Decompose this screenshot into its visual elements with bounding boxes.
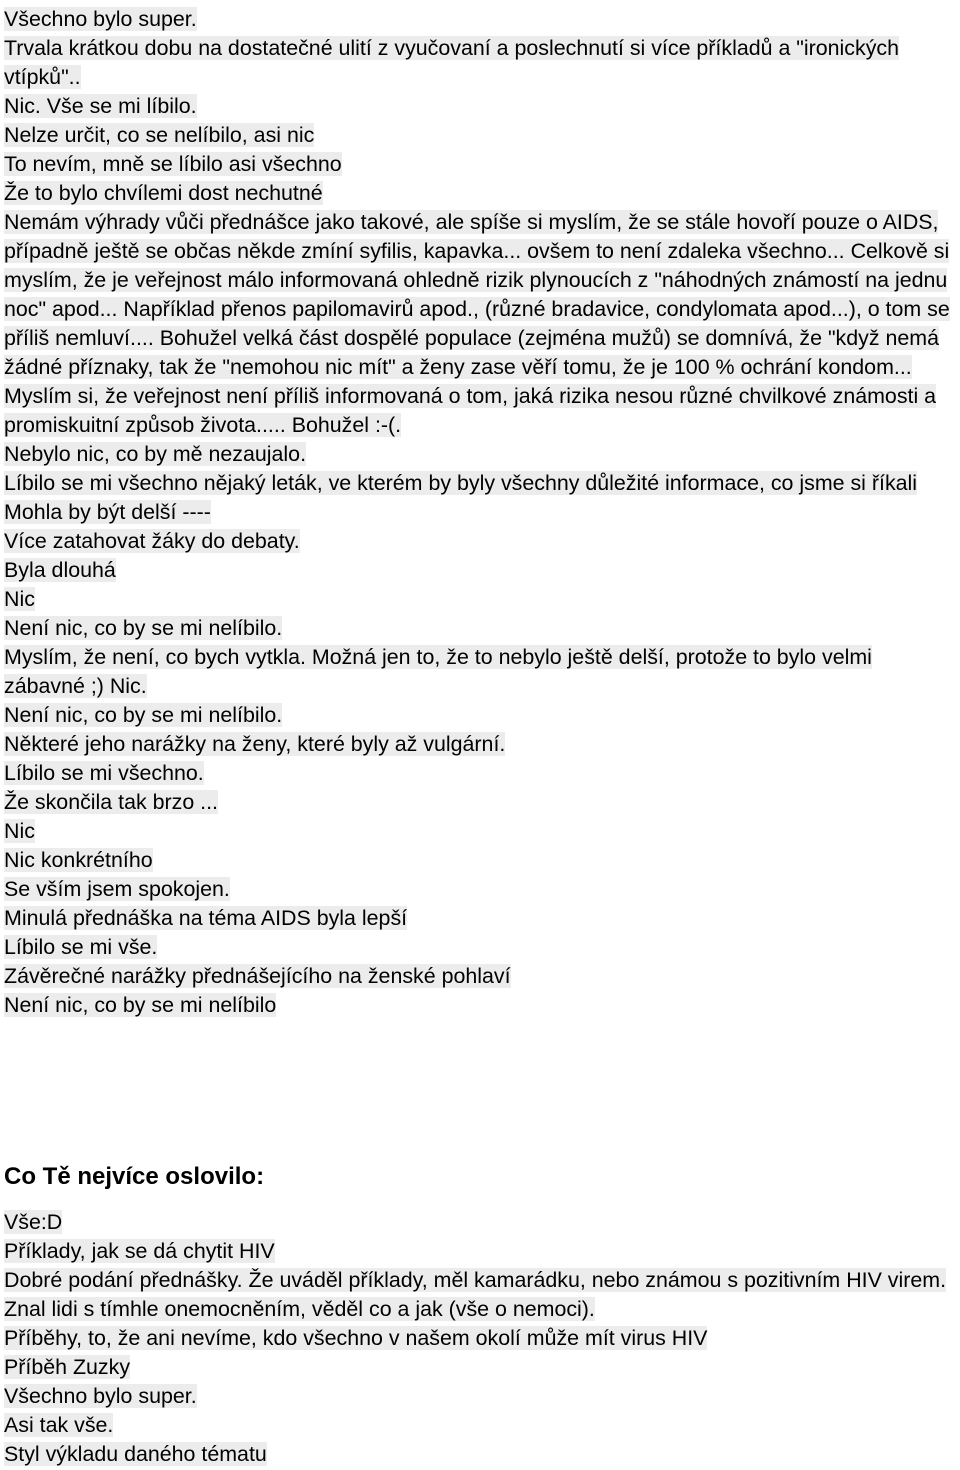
answer-text: Nic konkrétního (4, 848, 153, 872)
answer-text: Líbilo se mi vše. (4, 935, 158, 959)
answer-item (4, 846, 958, 875)
answer-text: Že to bylo chvílemi dost nechutné (4, 181, 323, 205)
answer-item (4, 904, 958, 933)
answer-text: Více zatahovat žáky do debaty. (4, 529, 300, 553)
answer-text: Nemám výhrady vůči přednášce jako takové, ale spíše si myslím, že se stále hovoří pouze o AIDS, případně ještě se občas někde zmíní syfilis, kapavka... ovšem to není zdaleka všechno... Celkově si myslím, že je veřejnost málo informovaná ohledně rizik plynoucích z "náhodných známostí na jednu noc" apod... Například přenos papilomavirů apod., (různé bradavice, condylomata apod...), o tom se příliš nemluví.... Bohužel velká část dospělé populace (zejména mužů) se domnívá, že "když nemá žádné příznaky, tak že "nemohou nic mít" a ženy zase věří tomu, že je 100 % ochrání kondom... Myslím si, že veřejnost není příliš informovaná o tom, jaká rizika nesou různé chvilkové známosti a promiskuitní způsob života..... Bohužel :-(. (4, 210, 950, 437)
answer-text: Byla dlouhá (4, 558, 116, 582)
answer-item (4, 701, 958, 730)
answer-item (4, 179, 958, 208)
liked-list (4, 1208, 958, 1469)
answer-item (4, 1208, 958, 1237)
answer-item (4, 498, 958, 527)
answer-text: Se vším jsem spokojen. (4, 877, 230, 901)
answer-item (4, 730, 958, 759)
answer-text: Líbilo se mi všechno. (4, 761, 204, 785)
answer-item (4, 92, 958, 121)
answer-text: Trvala krátkou dobu na dostatečné ulití z vyučovaní a poslechnutí si více příkladů a "ironických vtípků".. (4, 36, 899, 89)
answer-text: Příklady, jak se dá chytit HIV (4, 1239, 275, 1263)
answer-text: Nebylo nic, co by mě nezaujalo. (4, 442, 307, 466)
answer-text: Myslím, že není, co bych vytkla. Možná jen to, že to nebylo ještě delší, protože to bylo velmi zábavné ;) Nic. (4, 645, 872, 698)
answer-item (4, 643, 958, 701)
answer-item (4, 440, 958, 469)
answer-text: Všechno bylo super. (4, 1384, 197, 1408)
answer-item (4, 585, 958, 614)
answer-item (4, 1353, 958, 1382)
answer-text: Asi tak vše. (4, 1413, 114, 1437)
answer-text: Nic. Vše se mi líbilo. (4, 94, 197, 118)
answer-item (4, 1266, 958, 1324)
answer-text: Všechno bylo super. (4, 7, 197, 31)
answer-item (4, 875, 958, 904)
answer-item (4, 150, 958, 179)
answer-item (4, 5, 958, 34)
answer-text: Líbilo se mi všechno nějaký leták, ve kterém by byly všechny důležité informace, co jsme si říkali (4, 471, 918, 495)
answer-text: Styl výkladu daného tématu (4, 1442, 267, 1466)
dislikes-list (4, 5, 958, 1020)
answer-item (4, 469, 958, 498)
answer-item (4, 759, 958, 788)
answer-text: Vše:D (4, 1210, 63, 1234)
answer-item (4, 1237, 958, 1266)
answer-text: Mohla by být delší ---- (4, 500, 211, 524)
answer-item (4, 121, 958, 150)
section-heading: Co Tě nejvíce oslovilo: (4, 1163, 265, 1190)
answer-text: Že skončila tak brzo ... (4, 790, 218, 814)
answer-text: Minulá přednáška na téma AIDS byla lepší (4, 906, 408, 930)
answer-item (4, 1411, 958, 1440)
answer-text: Příběh Zuzky (4, 1355, 131, 1379)
answer-item (4, 34, 958, 92)
answer-text: Není nic, co by se mi nelíbilo. (4, 616, 283, 640)
answer-text: Dobré podání přednášky. Že uváděl příklady, měl kamarádku, nebo známou s pozitivním HIV virem. Znal lidi s tímhle onemocněním, věděl co a jak (vše o nemoci). (4, 1268, 947, 1321)
answer-text: Některé jeho narážky na ženy, které byly až vulgární. (4, 732, 506, 756)
answer-item (4, 1440, 958, 1469)
answer-item (4, 817, 958, 846)
answer-item (4, 614, 958, 643)
answer-item (4, 556, 958, 585)
answer-item (4, 788, 958, 817)
answer-text: Závěrečné narážky přednášejícího na ženské pohlaví (4, 964, 511, 988)
answer-item (4, 933, 958, 962)
answer-text: Nic (4, 587, 35, 611)
answer-item (4, 1382, 958, 1411)
answer-text: Není nic, co by se mi nelíbilo. (4, 703, 283, 727)
answer-text: Nic (4, 819, 35, 843)
answer-item (4, 962, 958, 991)
answer-item (4, 991, 958, 1020)
answer-text: To nevím, mně se líbilo asi všechno (4, 152, 342, 176)
answer-item (4, 208, 958, 440)
answer-text: Není nic, co by se mi nelíbilo (4, 993, 277, 1017)
answer-item (4, 527, 958, 556)
answer-text: Nelze určit, co se nelíbilo, asi nic (4, 123, 315, 147)
answer-text: Příběhy, to, že ani nevíme, kdo všechno v našem okolí může mít virus HIV (4, 1326, 708, 1350)
answer-item (4, 1324, 958, 1353)
